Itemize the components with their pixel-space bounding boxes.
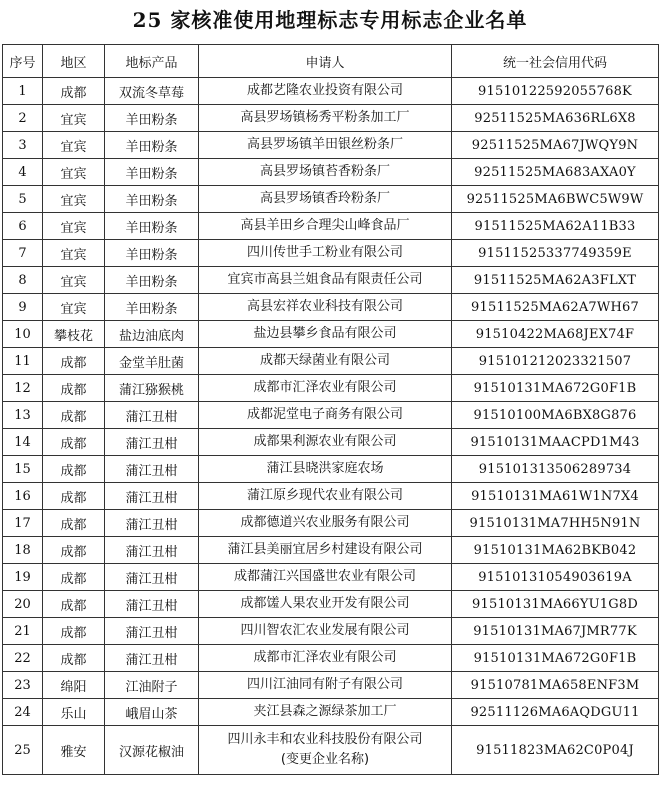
row-applicant: [199, 186, 452, 213]
applicant-name: 盐边县攀乡食品有限公司: [253, 326, 397, 341]
applicant-name: 四川永丰和农业科技股份有限公司: [227, 732, 423, 747]
applicant-name: 夹江县森之源绿茶加工厂: [253, 704, 397, 719]
row-product: 蒲江丑柑: [105, 402, 199, 429]
column-header-region: 地区: [43, 45, 105, 78]
applicant-name: 蒲江原乡现代农业有限公司: [246, 488, 403, 503]
table-row: [3, 483, 659, 510]
row-product: 蒲江丑柑: [105, 483, 199, 510]
row-region: 宜宾: [43, 186, 105, 213]
row-number: 14: [3, 429, 43, 456]
row-applicant: [199, 348, 452, 375]
table-row: [3, 726, 659, 775]
row-product: 汉源花椒油: [105, 726, 199, 775]
row-product: 羊田粉条: [105, 159, 199, 186]
row-region: 宜宾: [43, 294, 105, 321]
table-row: [3, 429, 659, 456]
row-region: 宜宾: [43, 240, 105, 267]
column-header-applicant: 申请人: [199, 45, 452, 78]
row-number: 11: [3, 348, 43, 375]
row-region: 宜宾: [43, 159, 105, 186]
row-number: 9: [3, 294, 43, 321]
row-number: 15: [3, 456, 43, 483]
row-number: 5: [3, 186, 43, 213]
row-region: 成都: [43, 645, 105, 672]
table-row: [3, 699, 659, 726]
row-number: 13: [3, 402, 43, 429]
row-product: 峨眉山茶: [105, 699, 199, 726]
row-number: 1: [3, 78, 43, 105]
row-number: 2: [3, 105, 43, 132]
applicant-name: 高县罗场镇羊田银丝粉条厂: [246, 137, 403, 152]
row-region: 宜宾: [43, 132, 105, 159]
row-region: 成都: [43, 429, 105, 456]
row-region: 宜宾: [43, 105, 105, 132]
applicant-name: 成都泥堂电子商务有限公司: [246, 407, 403, 422]
table-row: [3, 321, 659, 348]
row-applicant: [199, 294, 452, 321]
row-region: 成都: [43, 375, 105, 402]
row-applicant: [199, 564, 452, 591]
row-region: 乐山: [43, 699, 105, 726]
applicant-name: 四川传世手工粉业有限公司: [246, 245, 403, 260]
table-row: [3, 456, 659, 483]
row-product: 羊田粉条: [105, 240, 199, 267]
table-row: [3, 267, 659, 294]
table-row: [3, 78, 659, 105]
table-row: [3, 564, 659, 591]
row-credit-code: 91510781MA658ENF3M: [452, 672, 659, 699]
row-number: 4: [3, 159, 43, 186]
table-row: [3, 618, 659, 645]
applicant-name: 成都天绿菌业有限公司: [259, 353, 390, 368]
table-row: [3, 213, 659, 240]
column-header-credit-code: 统一社会信用代码: [452, 45, 659, 78]
row-region: 攀枝花: [43, 321, 105, 348]
applicant-name: 蒲江县晓洪家庭农场: [266, 461, 384, 476]
row-product: 羊田粉条: [105, 294, 199, 321]
row-number: 10: [3, 321, 43, 348]
applicant-name: 成都市汇泽农业有限公司: [253, 650, 397, 665]
row-product: 蒲江丑柑: [105, 564, 199, 591]
table-row: [3, 510, 659, 537]
table-row: [3, 672, 659, 699]
row-product: 蒲江丑柑: [105, 456, 199, 483]
row-product: 蒲江丑柑: [105, 537, 199, 564]
row-credit-code: 91510131MA67JMR77K: [452, 618, 659, 645]
applicant-name: 四川江油同有附子有限公司: [246, 677, 403, 692]
row-number: 20: [3, 591, 43, 618]
row-applicant: [199, 645, 452, 672]
row-number: 19: [3, 564, 43, 591]
row-number: 16: [3, 483, 43, 510]
applicant-name: 四川智农汇农业发展有限公司: [240, 623, 410, 638]
column-header-product: 地标产品: [105, 45, 199, 78]
enterprise-table: [2, 44, 659, 775]
row-region: 成都: [43, 348, 105, 375]
table-row: [3, 159, 659, 186]
row-region: 成都: [43, 564, 105, 591]
row-credit-code: 92511525MA6BWC5W9W: [452, 186, 659, 213]
table-row: [3, 348, 659, 375]
row-product: 金堂羊肚菌: [105, 348, 199, 375]
row-product: 江油附子: [105, 672, 199, 699]
row-number: 6: [3, 213, 43, 240]
row-product: 羊田粉条: [105, 213, 199, 240]
row-applicant: [199, 429, 452, 456]
row-credit-code: 92511525MA636RL6X8: [452, 105, 659, 132]
table-row: [3, 294, 659, 321]
row-credit-code: 915101212023321507: [452, 348, 659, 375]
row-applicant: [199, 672, 452, 699]
row-applicant: [199, 267, 452, 294]
applicant-name: 高县罗场镇香玲粉条厂: [259, 191, 390, 206]
row-applicant: [199, 726, 452, 775]
row-applicant: [199, 78, 452, 105]
row-product: 羊田粉条: [105, 186, 199, 213]
applicant-name: 高县宏祥农业科技有限公司: [246, 299, 403, 314]
row-product: 羊田粉条: [105, 105, 199, 132]
table-row: [3, 537, 659, 564]
row-number: 21: [3, 618, 43, 645]
row-region: 成都: [43, 402, 105, 429]
table-row: [3, 105, 659, 132]
applicant-name: 高县罗场镇苔香粉条厂: [259, 164, 390, 179]
row-product: 蒲江丑柑: [105, 591, 199, 618]
row-region: 绵阳: [43, 672, 105, 699]
row-product: 蒲江猕猴桃: [105, 375, 199, 402]
row-credit-code: 91510131MA672G0F1B: [452, 645, 659, 672]
row-credit-code: 91510131MAACPD1M43: [452, 429, 659, 456]
row-credit-code: 91511525337749359E: [452, 240, 659, 267]
applicant-name: 成都果利源农业有限公司: [253, 434, 397, 449]
row-credit-code: 91510131MA66YU1G8D: [452, 591, 659, 618]
row-credit-code: 91511525MA62A7WH67: [452, 294, 659, 321]
row-product: 蒲江丑柑: [105, 510, 199, 537]
applicant-name: 高县罗场镇杨秀平粉条加工厂: [240, 110, 410, 125]
row-applicant: [199, 213, 452, 240]
row-region: 成都: [43, 483, 105, 510]
row-applicant: [199, 402, 452, 429]
table-row: [3, 240, 659, 267]
row-number: 22: [3, 645, 43, 672]
row-number: 7: [3, 240, 43, 267]
row-number: 23: [3, 672, 43, 699]
row-applicant: [199, 105, 452, 132]
row-applicant: [199, 456, 452, 483]
row-credit-code: 92511126MA6AQDGU11: [452, 699, 659, 726]
row-applicant: [199, 483, 452, 510]
row-product: 盐边油底肉: [105, 321, 199, 348]
row-applicant: [199, 510, 452, 537]
applicant-name: 成都德道兴农业服务有限公司: [240, 515, 410, 530]
applicant-name: 宜宾市高县兰姐食品有限责任公司: [227, 272, 423, 287]
row-number: 3: [3, 132, 43, 159]
row-applicant: [199, 618, 452, 645]
row-number: 18: [3, 537, 43, 564]
row-applicant: [199, 159, 452, 186]
row-credit-code: 91510131MA61W1N7X4: [452, 483, 659, 510]
row-product: 蒲江丑柑: [105, 645, 199, 672]
row-region: 宜宾: [43, 213, 105, 240]
row-credit-code: 92511525MA67JWQY9N: [452, 132, 659, 159]
row-region: 成都: [43, 591, 105, 618]
row-number: 17: [3, 510, 43, 537]
row-region: 成都: [43, 537, 105, 564]
row-region: 成都: [43, 456, 105, 483]
row-credit-code: 915101313506289734: [452, 456, 659, 483]
row-region: 成都: [43, 618, 105, 645]
row-region: 雅安: [43, 726, 105, 775]
row-applicant: [199, 240, 452, 267]
row-credit-code: 91510131MA672G0F1B: [452, 375, 659, 402]
row-credit-code: 91510131054903619A: [452, 564, 659, 591]
row-product: 羊田粉条: [105, 267, 199, 294]
applicant-note: (变更企业名称): [280, 752, 370, 767]
column-header-no: 序号: [3, 45, 43, 78]
row-applicant: [199, 591, 452, 618]
applicant-name: 成都馐人果农业开发有限公司: [240, 596, 410, 611]
applicant-name: 成都蒲江兴国盛世农业有限公司: [233, 569, 416, 584]
table-row: [3, 186, 659, 213]
applicant-name: 蒲江县美丽宜居乡村建设有限公司: [227, 542, 423, 557]
row-credit-code: 91511525MA62A3FLXT: [452, 267, 659, 294]
row-credit-code: 91510122592055768K: [452, 78, 659, 105]
table-row: [3, 591, 659, 618]
row-region: 成都: [43, 78, 105, 105]
row-credit-code: 91511525MA62A11B33: [452, 213, 659, 240]
row-credit-code: 91510131MA7HH5N91N: [452, 510, 659, 537]
row-product: 双流冬草莓: [105, 78, 199, 105]
applicant-name: 高县羊田乡合理尖山峰食品厂: [240, 218, 410, 233]
applicant-name: 成都市汇泽农业有限公司: [253, 380, 397, 395]
row-credit-code: 92511525MA683AXA0Y: [452, 159, 659, 186]
applicant-name: 成都艺隆农业投资有限公司: [246, 83, 403, 98]
row-region: 宜宾: [43, 267, 105, 294]
table-row: [3, 132, 659, 159]
table-header-row: [3, 45, 659, 78]
row-credit-code: 91510131MA62BKB042: [452, 537, 659, 564]
row-credit-code: 91510100MA6BX8G876: [452, 402, 659, 429]
row-number: 24: [3, 699, 43, 726]
row-applicant: [199, 321, 452, 348]
row-applicant: [199, 699, 452, 726]
row-credit-code: 91511823MA62C0P04J: [452, 726, 659, 775]
row-applicant: [199, 537, 452, 564]
row-region: 成都: [43, 510, 105, 537]
page-title: 25 家核准使用地理标志专用标志企业名单: [132, 8, 528, 32]
row-product: 蒲江丑柑: [105, 429, 199, 456]
row-product: 羊田粉条: [105, 132, 199, 159]
row-number: 25: [3, 726, 43, 775]
row-applicant: [199, 132, 452, 159]
row-number: 12: [3, 375, 43, 402]
row-credit-code: 91510422MA68JEX74F: [452, 321, 659, 348]
row-product: 蒲江丑柑: [105, 618, 199, 645]
table-row: [3, 375, 659, 402]
row-number: 8: [3, 267, 43, 294]
table-row: [3, 645, 659, 672]
table-row: [3, 402, 659, 429]
row-applicant: [199, 375, 452, 402]
